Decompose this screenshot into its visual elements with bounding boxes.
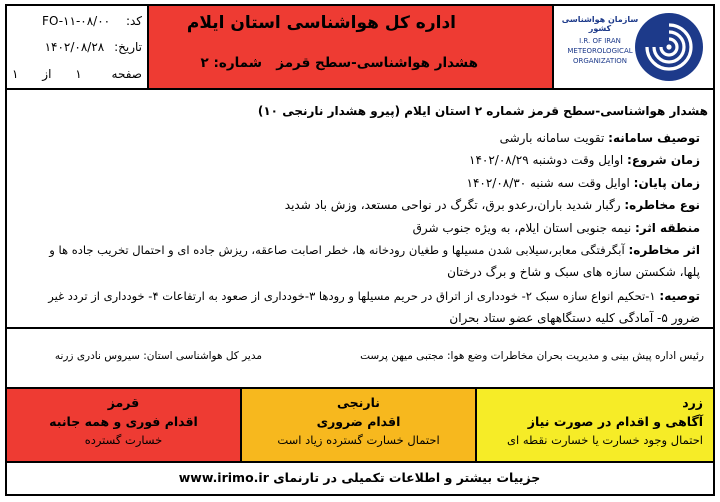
level-orange-action: اقدام ضروری bbox=[316, 414, 401, 429]
meteorological-organization-logo-icon bbox=[633, 11, 705, 83]
level-yellow-box bbox=[476, 389, 713, 461]
alert-headline: هشدار هواشناسی-سطح قرمز شماره ۲ استان ایلام (پیرو هشدار نارنجی ۱۰) bbox=[257, 104, 708, 118]
signature-forecast-head: رئیس اداره پیش بینی و مدیریت بحران مخاطرات وضع هوا: مجتبی میهن پرست bbox=[360, 350, 704, 362]
document-meta bbox=[6, 5, 148, 88]
header-banner bbox=[148, 5, 552, 88]
advice-label: توصیه: bbox=[659, 289, 700, 303]
header-title: اداره کل هواشناسی استان ایلام bbox=[186, 13, 456, 33]
impact-label: اثر مخاطره: bbox=[628, 243, 700, 257]
date-label: تاریخ: bbox=[114, 40, 142, 54]
page-label: صفحه bbox=[111, 67, 142, 81]
header-number: شماره: ۲ bbox=[200, 55, 262, 71]
logo-org-en1: I.R. OF IRAN bbox=[579, 37, 621, 45]
logo-org-fa: سازمان هواشناسی کشور bbox=[561, 15, 639, 33]
desc-label: توصیف سامانه: bbox=[608, 131, 700, 145]
end-time bbox=[467, 176, 701, 190]
page-of: از bbox=[42, 67, 52, 81]
level-yellow-action: آگاهی و اقدام در صورت نیاز bbox=[527, 414, 703, 429]
level-orange-name: نارنجی bbox=[337, 395, 380, 410]
header-subtitle: هشدار هواشناسی-سطح قرمز bbox=[276, 55, 478, 71]
level-yellow-desc: احتمال وجود خسارت یا خسارت نقطه ای bbox=[507, 433, 703, 447]
hazard-type bbox=[285, 198, 700, 212]
area-value: نیمه جنوبی استان ایلام، به ویژه جنوب شرق bbox=[412, 221, 632, 235]
hazard-value: رگبار شدید باران،رعدو برق، تگرگ در نواحی مستعد، وزش باد شدید bbox=[284, 198, 621, 212]
system-description bbox=[500, 131, 700, 145]
code-value: FO-۱۱-۰۸/۰۰ bbox=[42, 14, 111, 28]
area-label: منطقه اثر: bbox=[635, 221, 700, 235]
start-time bbox=[469, 153, 700, 167]
end-value: اوایل وقت سه شنبه ۱۴۰۲/۰۸/۳۰ bbox=[466, 176, 630, 190]
hazard-impact bbox=[49, 243, 700, 257]
level-orange-desc: احتمال خسارت گسترده زیاد است bbox=[277, 433, 440, 447]
signature-director: مدیر کل هواشناسی استان: سیروس نادری زرنه bbox=[54, 350, 262, 362]
desc-value: تقویت سامانه بارشی bbox=[499, 131, 605, 145]
impact-line1: آبگرفتگی معابر،سیلابی شدن مسیلها و طغیان رودخانه ها، خطر اصابت صاعقه، ریزش جاده ای و احتمال تخریب جاده ها و bbox=[49, 243, 625, 257]
impact-line2: پلها، شکستن سازه های سبک و شاخ و برگ درختان bbox=[447, 265, 700, 279]
date-value: ۱۴۰۲/۰۸/۲۸ bbox=[44, 40, 105, 54]
logo-org-en2: METEOROLOGICAL bbox=[567, 47, 633, 55]
impact-area bbox=[413, 221, 700, 235]
advice bbox=[48, 289, 700, 303]
start-label: زمان شروع: bbox=[627, 153, 700, 167]
start-value: اوایل وقت دوشنبه ۱۴۰۲/۰۸/۲۹ bbox=[469, 153, 624, 167]
level-red-name: قرمز bbox=[107, 395, 140, 410]
logo-panel bbox=[553, 5, 713, 88]
page-number: ۱ bbox=[75, 67, 82, 81]
level-yellow-name: زرد bbox=[682, 395, 703, 410]
level-orange-box bbox=[241, 389, 476, 461]
hazard-label: نوع مخاطره: bbox=[624, 198, 700, 212]
page-total: ۱ bbox=[12, 67, 19, 81]
footer-text: جزییات بیشتر و اطلاعات تکمیلی در تارنمای www.irimo.ir bbox=[178, 470, 541, 485]
level-red-action: اقدام فوری و همه جانبه bbox=[49, 414, 198, 429]
level-red-box bbox=[6, 389, 241, 461]
level-red-desc: خسارت گسترده bbox=[84, 433, 163, 447]
advice-line1: ۱-تحکیم انواع سازه سبک ۲- خودداری از اتراق در حریم مسیلها و رودها ۳-خودداری از صعود به ارتفاعات ۴- خودداری از تردد غیر bbox=[48, 289, 656, 303]
end-label: زمان پایان: bbox=[633, 176, 700, 190]
logo-org-en3: ORGANIZATION bbox=[572, 57, 627, 65]
code-label: کد: bbox=[125, 14, 142, 28]
advice-line2: ضرور ۵- آمادگی کلیه دستگاههای عضو ستاد بحران bbox=[449, 311, 700, 325]
